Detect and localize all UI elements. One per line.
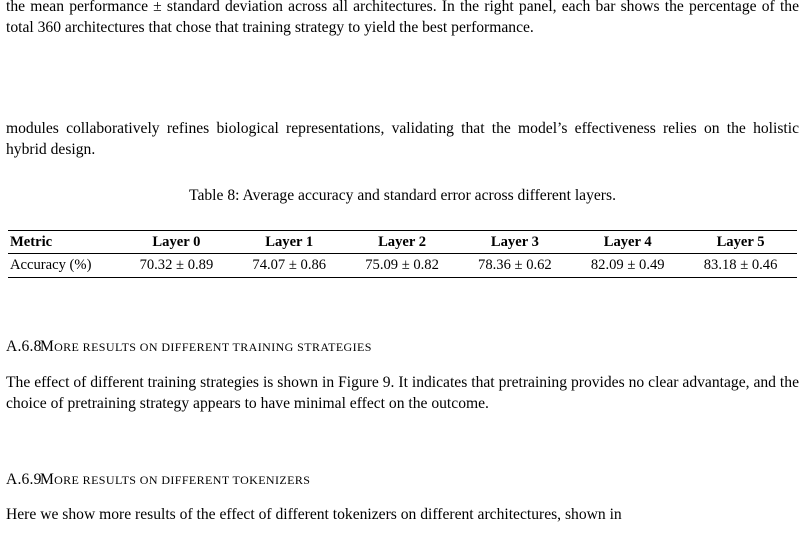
header-layer-4: Layer 4 xyxy=(571,231,684,254)
header-layer-0: Layer 0 xyxy=(120,231,233,254)
cell-layer-2: 75.09 ± 0.82 xyxy=(346,254,459,278)
table-header-row xyxy=(8,231,797,254)
table-caption: Table 8: Average accuracy and standard error across different layers. xyxy=(189,187,616,204)
header-layer-5: Layer 5 xyxy=(684,231,797,254)
section-number: A.6.8 xyxy=(6,338,42,355)
header-layer-2: Layer 2 xyxy=(346,231,459,254)
header-layer-1: Layer 1 xyxy=(233,231,346,254)
row-label-accuracy: Accuracy (%) xyxy=(8,254,120,278)
cell-layer-1: 74.07 ± 0.86 xyxy=(233,254,346,278)
figure-caption-continuation: the mean performance ± standard deviation across all architectures. In the right panel, each bar shows the percentage of the total 360 architectures that chose that training strategy to yield the best performance. xyxy=(6,0,799,36)
section-title-initial: M xyxy=(40,471,55,488)
section-heading-tokenizers xyxy=(6,470,310,490)
header-layer-3: Layer 3 xyxy=(458,231,571,254)
section-number: A.6.9 xyxy=(6,471,42,488)
cell-layer-0: 70.32 ± 0.89 xyxy=(120,254,233,278)
table-row xyxy=(8,254,797,278)
cell-layer-3: 78.36 ± 0.62 xyxy=(458,254,571,278)
header-metric: Metric xyxy=(8,231,120,254)
training-strategies-paragraph: The effect of different training strategies is shown in Figure 9. It indicates that pretraining provides no clear advantage, and the choice of pretraining strategy appears to have minimal effect on the outcome. xyxy=(6,374,799,412)
section-title-initial: M xyxy=(40,338,55,355)
section-heading-training-strategies xyxy=(6,337,372,357)
ablation-paragraph: modules collaboratively refines biological representations, validating that the model’s effectiveness relies on the holistic hybrid design. xyxy=(6,120,799,158)
tokenizers-paragraph: Here we show more results of the effect of different tokenizers on different architectures, shown in xyxy=(6,506,622,523)
cell-layer-4: 82.09 ± 0.49 xyxy=(571,254,684,278)
section-title-rest: ORE RESULTS ON DIFFERENT TRAINING STRATEGIES xyxy=(54,340,372,354)
cell-layer-5: 83.18 ± 0.46 xyxy=(684,254,797,278)
section-title-rest: ORE RESULTS ON DIFFERENT TOKENIZERS xyxy=(54,473,311,487)
accuracy-table xyxy=(8,230,797,278)
